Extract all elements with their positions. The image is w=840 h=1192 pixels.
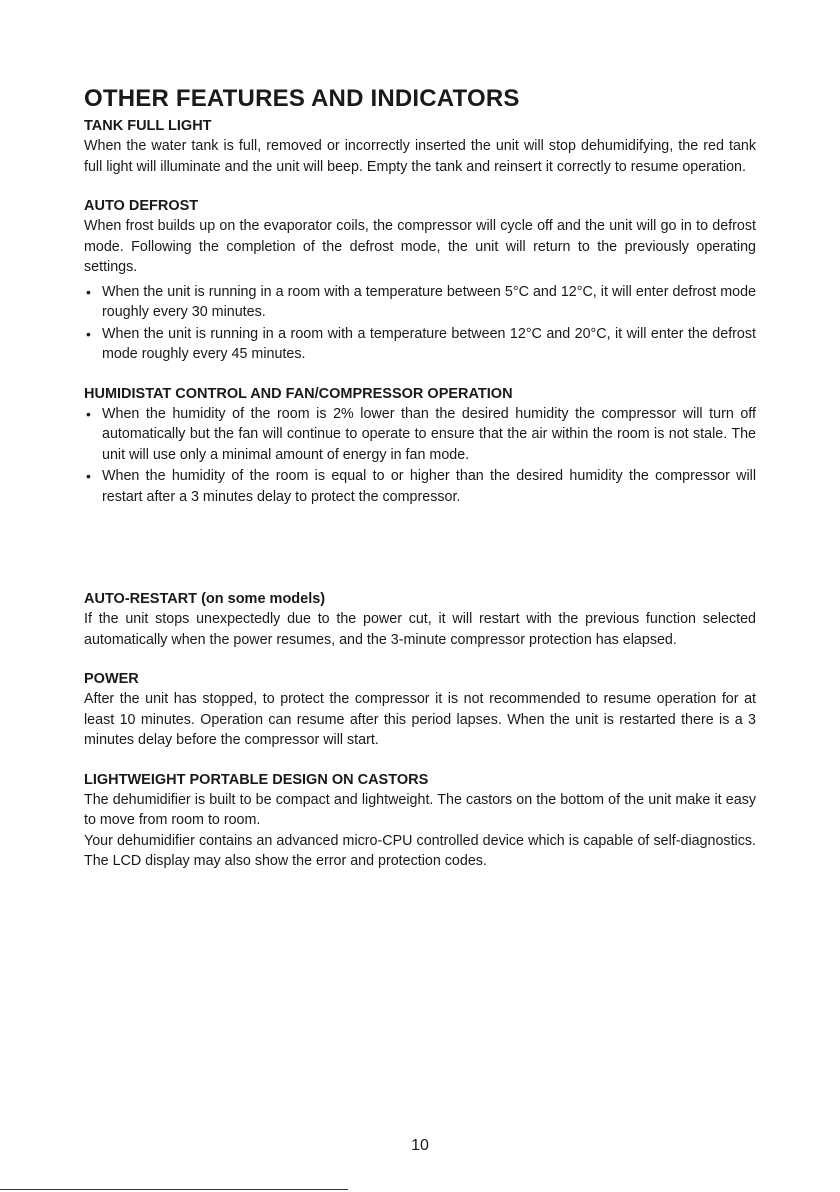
bullet-list — [84, 282, 756, 365]
bottom-rule — [0, 1189, 348, 1190]
section-humidistat — [84, 384, 756, 508]
section-tank-full-light — [84, 116, 756, 177]
section-auto-restart — [84, 589, 756, 650]
section-heading: AUTO DEFROST — [84, 198, 199, 214]
section-heading: POWER — [84, 671, 139, 687]
section-auto-defrost — [84, 196, 756, 365]
bullet-list — [84, 404, 756, 508]
section-heading: HUMIDISTAT CONTROL AND FAN/COMPRESSOR OPERATION — [84, 385, 513, 402]
section-body: After the unit has stopped, to protect the compressor it is not recommended to resume operation for at least 10 minutes. Operation can resume after this period lapses. When the unit is restarted there is a 3 minutes delay before the compressor will start. — [84, 691, 756, 748]
section-heading: LIGHTWEIGHT PORTABLE DESIGN ON CASTORS — [84, 771, 429, 788]
section-body: Your dehumidifier contains an advanced micro-CPU controlled device which is capable of self-diagnostics. The LCD display may also show the error and protection codes. — [84, 832, 756, 869]
section-body: When the water tank is full, removed or incorrectly inserted the unit will stop dehumidifying, the red tank full light will illuminate and the unit will beep. Empty the tank and reinsert it correctly to resume operation. — [84, 138, 756, 175]
list-item: • When the humidity of the room is equal to or higher than the desired humidity the compressor will restart after a 3 minutes delay to protect the compressor. — [84, 466, 756, 507]
page-title: OTHER FEATURES AND INDICATORS — [84, 85, 520, 112]
section-heading: TANK FULL LIGHT — [84, 118, 212, 134]
section-body: When frost builds up on the evaporator coils, the compressor will cycle off and the unit will go in to defrost mode. Following the completion of the defrost mode, the unit will return to the previously operating settings. — [84, 218, 756, 275]
page-number: 10 — [411, 1137, 429, 1154]
list-item: • When the humidity of the room is 2% lower than the desired humidity the compressor will turn off automatically but the fan will continue to operate to ensure that the air within the room is not stale. The unit will use only a minimal amount of energy in fan mode. — [84, 404, 756, 466]
section-body: The dehumidifier is built to be compact and lightweight. The castors on the bottom of the unit make it easy to move from room to room. — [84, 791, 756, 828]
section-body: If the unit stops unexpectedly due to the power cut, it will restart with the previous function selected automatically when the power resumes, and the 3-minute compressor protection has elapsed. — [84, 611, 756, 648]
list-item: • When the unit is running in a room with a temperature between 12°C and 20°C, it will enter the defrost mode roughly every 45 minutes. — [84, 324, 756, 365]
document-page — [84, 84, 756, 872]
section-power — [84, 669, 756, 751]
section-heading: AUTO-RESTART (on some models) — [84, 591, 326, 607]
section-lightweight — [84, 770, 756, 872]
list-item: • When the unit is running in a room with a temperature between 5°C and 12°C, it will enter defrost mode roughly every 30 minutes. — [84, 282, 756, 323]
